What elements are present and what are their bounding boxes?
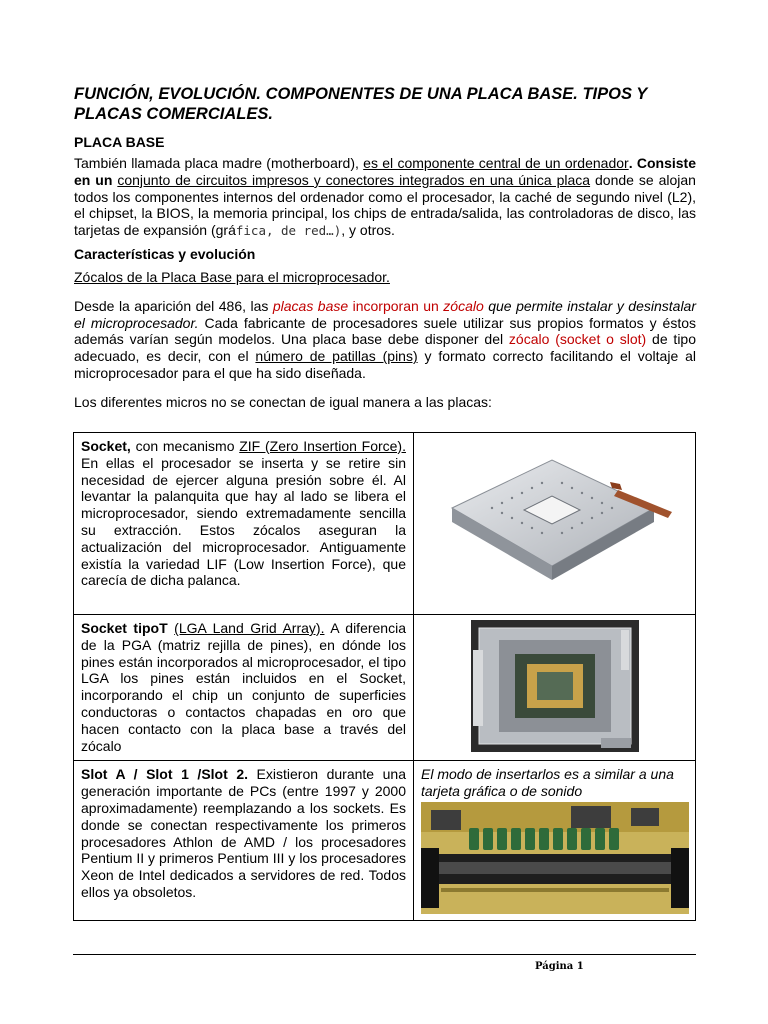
zif-socket-image (422, 438, 688, 608)
slot-caption: El modo de insertarlos es a similar a una tarjeta gráfica o de sonido (421, 766, 674, 800)
micros-intro: Los diferentes micros no se conectan de igual manera a las placas: (74, 393, 492, 410)
page-title: FUNCIÓN, EVOLUCIÓN. COMPONENTES DE UNA PLACA BASE. TIPOS Y PLACAS COMERCIALES. (74, 85, 647, 123)
characteristics-heading: Características y evolución (74, 245, 256, 262)
intro-paragraph: También llamada placa madre (motherboard), es el componente central de un ordenador. Consiste en un conjunto de circuitos impresos y conectores integrados en una única placa donde se alojan todos los componentes internos del ordenador como el procesador, la caché de segundo nivel (L2), el chipset, la BIOS, la memoria principal, los chips de entrada/salida, las controladoras de disco, las tarjetas de expansión (gráfica, de red…), y otros. (74, 155, 696, 239)
socket-paragraph: Desde la aparición del 486, las placas base incorporan un zócalo que permite instalar y desinstalar el microprocesador. Cada fabricante de procesadores suele utilizar sus propios formatos y éstos además varían según modelos. Una placa base debe disponer del zócalo (socket o slot) de tipo adecuado, es decir, con el número de patillas (pins) y formato correcto facilitando el voltaje al microprocesador para el que ha sido diseñada. (74, 297, 697, 381)
section-heading: PLACA BASE (74, 134, 165, 150)
lga-socket-image (471, 620, 639, 752)
slot-cell: Slot A / Slot 1 /Slot 2. Existieron durante una generación importante de PCs (entre 1997 y 2000 aproximadamente) reemplazando a los sockets. Es donde se conectan respectivamente los primeros procesadores Athlon de AMD / los procesadores Pentium II y primeros Pentium III y los procesadores Xeon de Intel dedicados a servidores de red. Todos ellos ya obsoletos. (74, 761, 414, 921)
socket-lga-cell: Socket tipoT (LGA Land Grid Array). A diferencia de la PGA (matriz rejilla de pines), en dónde los pines están incorporados al microprocesador, el tipo LGA los pines están incluidos en el Socket, incorporando el chip un conjunto de superficies conductoras o contactos chapadas en oro que hacen contacto con la placa base a través del zócalo (74, 615, 414, 761)
slot-motherboard-image (421, 802, 689, 914)
table-row (74, 433, 696, 615)
zif-socket-image-cell (414, 433, 696, 615)
socket-comparison-table (73, 432, 696, 921)
slot-image-cell (414, 761, 696, 921)
zocalos-heading: Zócalos de la Placa Base para el microprocesador. (74, 268, 390, 285)
footer-divider (73, 954, 696, 955)
table-row (74, 615, 696, 761)
socket-zif-cell: Socket, con mecanismo ZIF (Zero Insertion Force). En ellas el procesador se inserta y se retire sin necesidad de ejercer alguna presión sobre él. Al levantar la palanquita que hay al lado se libera el microprocesador, siendo extremadamente sencilla su extracción. Estos zócalos aseguran la actualización del microprocesador. Antiguamente existía la variedad LIF (Low Insertion Force), que carecía de dicha palanca. (74, 433, 414, 615)
page-number: Página 1 (535, 961, 584, 972)
document-body (74, 84, 696, 411)
lga-socket-image-cell (414, 615, 696, 761)
table-row (74, 761, 696, 921)
